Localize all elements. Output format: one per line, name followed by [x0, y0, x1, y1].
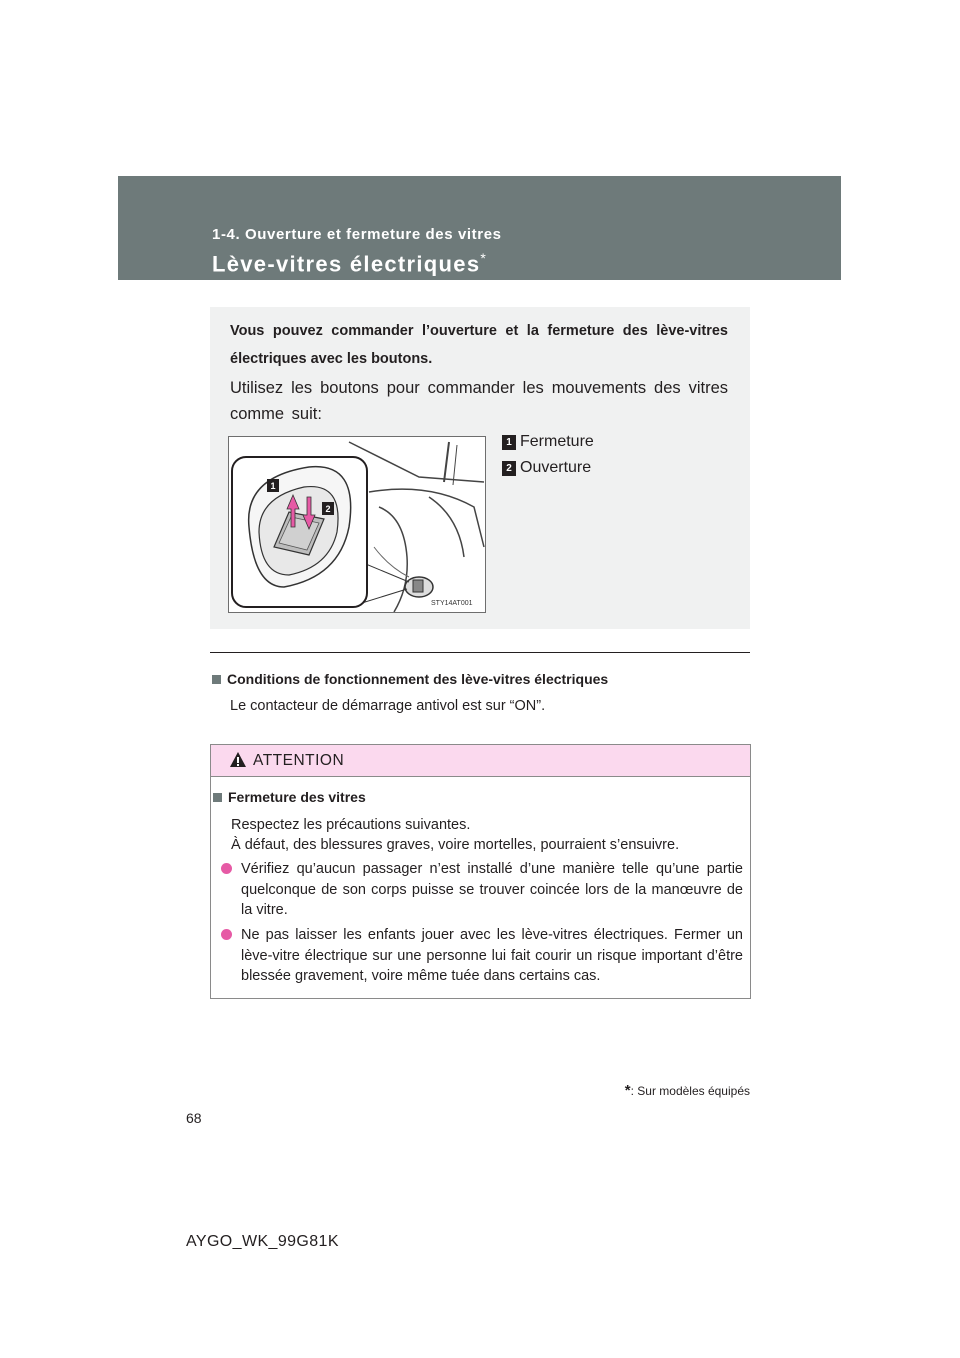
intro-text: Utilisez les boutons pour commander les mouvements des vitres comme suit:	[230, 379, 728, 423]
warning-intro-line-1: Respectez les précautions suivantes.	[231, 817, 471, 833]
warning-header	[211, 745, 750, 777]
warning-bullet-2	[221, 925, 743, 987]
legend-number-1: 1	[502, 435, 516, 450]
warning-triangle-icon	[229, 751, 247, 768]
figure-code: STY14AT001	[431, 600, 473, 607]
legend-number-2: 2	[502, 461, 516, 476]
legend-label-1: Fermeture	[520, 433, 594, 450]
section-label: 1-4. Ouverture et fermeture des vitres	[212, 226, 502, 243]
intro-bold-text: Vous pouvez commander l’ouverture et la fermeture des lève-vitres électriques avec les boutons.	[230, 323, 728, 367]
window-switch-figure	[228, 436, 486, 613]
warning-bullet-1-text: Vérifiez qu’aucun passager n’est installé d’une manière telle qu’une partie quelconque de son corps puisse se trouver coincée lors de la manœuvre de la vitre.	[241, 861, 743, 918]
footnote	[602, 1082, 750, 1099]
square-bullet-icon	[213, 793, 222, 802]
document-code: AYGO_WK_99G81K	[186, 1233, 339, 1250]
conditions-title	[212, 671, 608, 687]
warning-subtitle	[213, 789, 366, 805]
svg-text:1: 1	[270, 481, 276, 491]
legend-label-2: Ouverture	[520, 459, 592, 476]
window-switch-illustration	[229, 437, 485, 612]
footnote-asterisk: *	[624, 1082, 631, 1099]
intro-box	[210, 307, 750, 629]
conditions-title-text: Conditions de fonctionnement des lève-vitres électriques	[227, 671, 609, 687]
warning-intro-line-2: À défaut, des blessures graves, voire mortelles, pourraient s’ensuivre.	[231, 837, 680, 853]
square-bullet-icon	[212, 675, 221, 684]
warning-subtitle-text: Fermeture des vitres	[228, 789, 366, 805]
section-divider	[210, 652, 750, 653]
warning-bullet-1	[221, 859, 743, 921]
conditions-text: Le contacteur de démarrage antivol est sur “ON”.	[230, 698, 546, 714]
page-title	[212, 250, 487, 277]
legend-item-1	[502, 433, 594, 451]
warning-bullet-2-text: Ne pas laisser les enfants jouer avec les lève-vitres électriques. Fermer un lève-vitre électrique sur une personne lui fait courir un risque important d’être blessée gravement, voire même tuée dans certains cas.	[241, 927, 743, 984]
svg-text:2: 2	[325, 504, 331, 514]
bullet-dot-icon	[221, 863, 232, 874]
bullet-dot-icon	[221, 929, 232, 940]
warning-intro	[231, 815, 743, 855]
page-title-text: Lève-vitres électriques	[212, 251, 481, 277]
warning-heading: ATTENTION	[253, 752, 345, 769]
page-number: 68	[186, 1110, 202, 1126]
warning-box	[210, 744, 751, 999]
footnote-text: : Sur modèles équipés	[630, 1084, 750, 1098]
title-asterisk: *	[480, 250, 488, 266]
legend-item-2	[502, 459, 591, 477]
